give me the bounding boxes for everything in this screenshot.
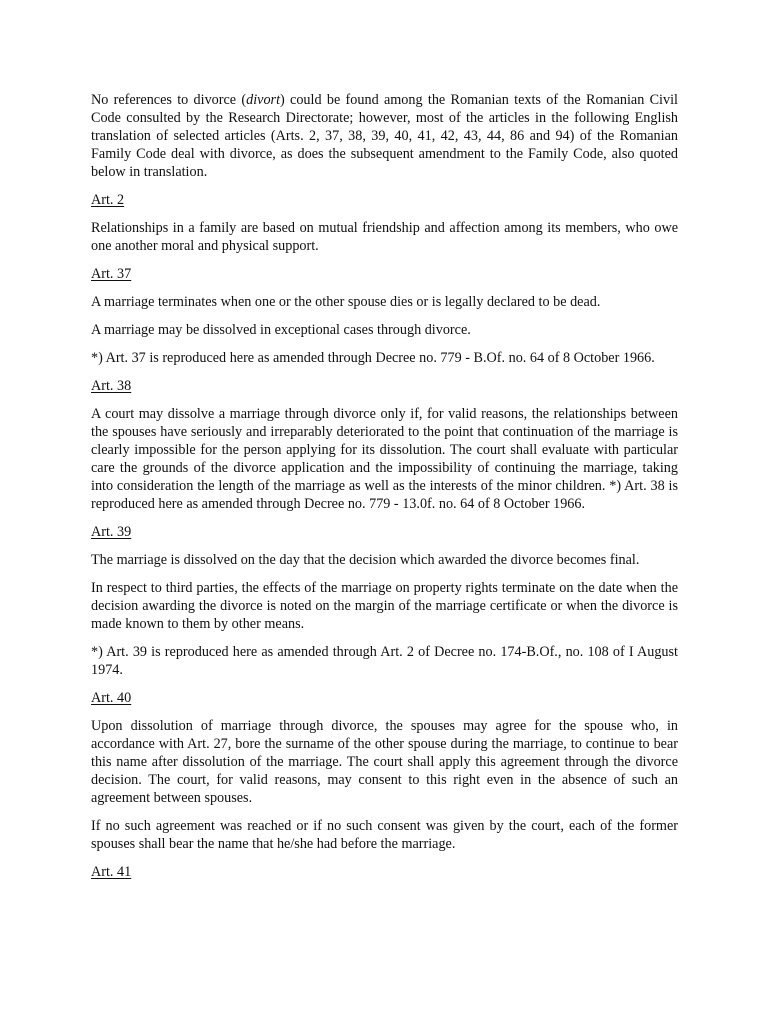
article-37-paragraph-1: A marriage terminates when one or the other spouse dies or is legally declared to be dead. — [91, 294, 601, 310]
article-heading-39: Art. 39 — [91, 524, 132, 540]
article-heading-38: Art. 38 — [91, 378, 132, 394]
article-2-paragraph-1: Relationships in a family are based on mutual friendship and affection among its members, who owe one another moral and physical support. — [91, 220, 678, 254]
article-40-paragraph-1: Upon dissolution of marriage through divorce, the spouses may agree for the spouse who, in accordance with Art. 27, bore the surname of the other spouse during the marriage, to continue to bear this name after dissolution of the marriage. The court shall apply this agreement through the divorce decision. The court, for valid reasons, may consent to this right even in the absence of such an agreement between spouses. — [91, 718, 678, 806]
article-heading-40: Art. 40 — [91, 690, 132, 706]
article-39-note: *) Art. 39 is reproduced here as amended through Art. 2 of Decree no. 174-B.Of., no. 108 of I August 1974. — [91, 644, 678, 678]
intro-paragraph — [91, 91, 678, 181]
article-40-paragraph-2: If no such agreement was reached or if no such consent was given by the court, each of the former spouses shall bear the name that he/she had before the marriage. — [91, 818, 678, 852]
article-37-paragraph-2: A marriage may be dissolved in exceptional cases through divorce. — [91, 322, 471, 338]
article-heading-41: Art. 41 — [91, 864, 132, 880]
article-38-paragraph-1: A court may dissolve a marriage through divorce only if, for valid reasons, the relationships between the spouses have seriously and irreparably deteriorated to the point that continuation of the marriage is clearly impossible for the person applying for its dissolution. The court shall evaluate with particular care the grounds of the divorce application and the impossibility of continuing the marriage, taking into consideration the length of the marriage as well as the interests of the minor children. *) Art. 38 is reproduced here as amended through Decree no. 779 - 13.0f. no. 64 of 8 October 1966. — [91, 406, 678, 512]
intro-text-part2: ) could be found among the Romanian texts of the Romanian Civil Code consulted by the Research Directorate; however, most of the articles in the following English translation of selected articles (Arts. 2, 37, 38, 39, 40, 41, 42, 43, 44, 86 and 94) of the Romanian Family Code deal with divorce, as does the subsequent amendment to the Family Code, also quoted below in translation. — [91, 92, 678, 180]
intro-text-part1: No references to divorce ( — [91, 92, 247, 108]
intro-italic-term: divort — [246, 92, 281, 108]
article-heading-37: Art. 37 — [91, 266, 132, 282]
article-37-note: *) Art. 37 is reproduced here as amended through Decree no. 779 - B.Of. no. 64 of 8 October 1966. — [91, 350, 655, 366]
document-page — [91, 91, 678, 891]
article-heading-2: Art. 2 — [91, 192, 125, 208]
article-39-paragraph-1: The marriage is dissolved on the day that the decision which awarded the divorce becomes final. — [91, 552, 640, 568]
article-39-paragraph-2: In respect to third parties, the effects of the marriage on property rights terminate on the date when the decision awarding the divorce is noted on the margin of the marriage certificate or when the divorce is made known to them by other means. — [91, 580, 678, 632]
